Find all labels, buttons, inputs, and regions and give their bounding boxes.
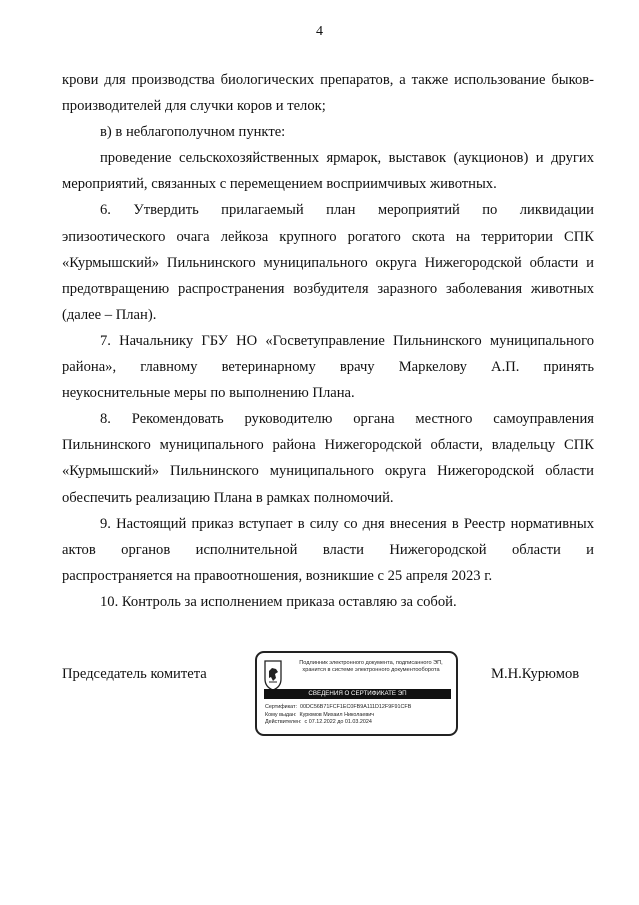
validity-row [265,719,455,727]
page-number: 4 [316,24,323,39]
coat-of-arms-icon [263,659,283,691]
electronic-signature-stamp [255,651,458,736]
validity-label: Действителен: [265,719,302,726]
document-body [62,67,594,615]
text-line: «Курмышский» Пильнинского муниципального округа Нижегородской области и [62,254,594,271]
text-line: Пильнинского муниципального района Нижегородской области, владельцу СПК [62,437,594,454]
text-line: 10. Контроль за исполнением приказа оставляю за собой. [100,593,457,610]
paragraph-item-8 [62,406,594,510]
text-line: (далее – План). [62,306,157,323]
text-line: актов органов исполнительной власти Нижегородской области и [62,541,594,558]
stamp-header-line: хранится в системе электронного документооборота [302,667,440,673]
paragraph-item-9 [62,511,594,589]
text-line: крови для производства биологических препаратов, а также использование быков- [62,72,594,88]
text-line: обеспечить реализацию Плана в рамках полномочий. [62,489,394,506]
text-line: в) в неблагополучном пункте: [100,124,286,141]
text-line: производителей для случки коров и телок; [62,98,326,115]
stamp-title-bar: СВЕДЕНИЯ О СЕРТИФИКАТЕ ЭП [264,689,451,699]
paragraph-fairs [62,145,594,197]
text-line: 8. Рекомендовать руководителю органа местного самоуправления [100,411,594,428]
paragraph-item-10 [62,589,594,615]
text-line: распространяется на правоотношения, возникшие с 25 апреля 2023 г. [62,567,493,584]
stamp-header-line: Подлинник электронного документа, подписанного ЭП, [299,660,443,666]
text-line: проведение сельскохозяйственных ярмарок, выставок (аукционов) и других [100,150,594,167]
text-line: неукоснительные меры по выполнению Плана. [62,385,355,402]
certificate-value: 00DC56B71FCF1EC0FB9A111D12F9F91CFB [300,704,412,710]
signatory-title: Председатель комитета [62,666,207,682]
certificate-row [265,704,455,712]
paragraph-item-6 [62,197,594,327]
text-line: 9. Настоящий приказ вступает в силу со дня внесения в Реестр нормативных [100,515,594,532]
stamp-details [265,704,455,727]
text-line: 6. Утвердить прилагаемый план мероприятий по ликвидации [100,202,594,219]
paragraph-item-v [62,119,594,145]
text-line: «Курмышский» Пильнинского муниципального округа Нижегородской области [62,463,594,480]
text-line: района», главному ветеринарному врачу Маркелову А.П. принять [62,359,594,376]
certificate-label: Сертификат: [265,704,298,710]
owner-value: Курюмов Михаил Николаевич [299,711,375,718]
validity-value: с 07.12.2022 до 01.03.2024 [304,719,372,726]
stamp-header [288,660,454,674]
text-line: предотвращению распространения возбудителя заразного заболевания животных [62,280,594,297]
text-line: 7. Начальнику ГБУ НО «Госветуправление Пильнинского муниципального [100,332,594,349]
owner-label: Кому выдан: [265,711,297,718]
text-line: мероприятий, связанных с перемещением восприимчивых животных. [62,176,497,193]
text-line: эпизоотического очага лейкоза крупного рогатого скота на территории СПК [62,228,594,245]
signatory-name: М.Н.Курюмов [491,666,580,682]
paragraph-item-7 [62,328,594,406]
paragraph-continuation [62,67,594,119]
